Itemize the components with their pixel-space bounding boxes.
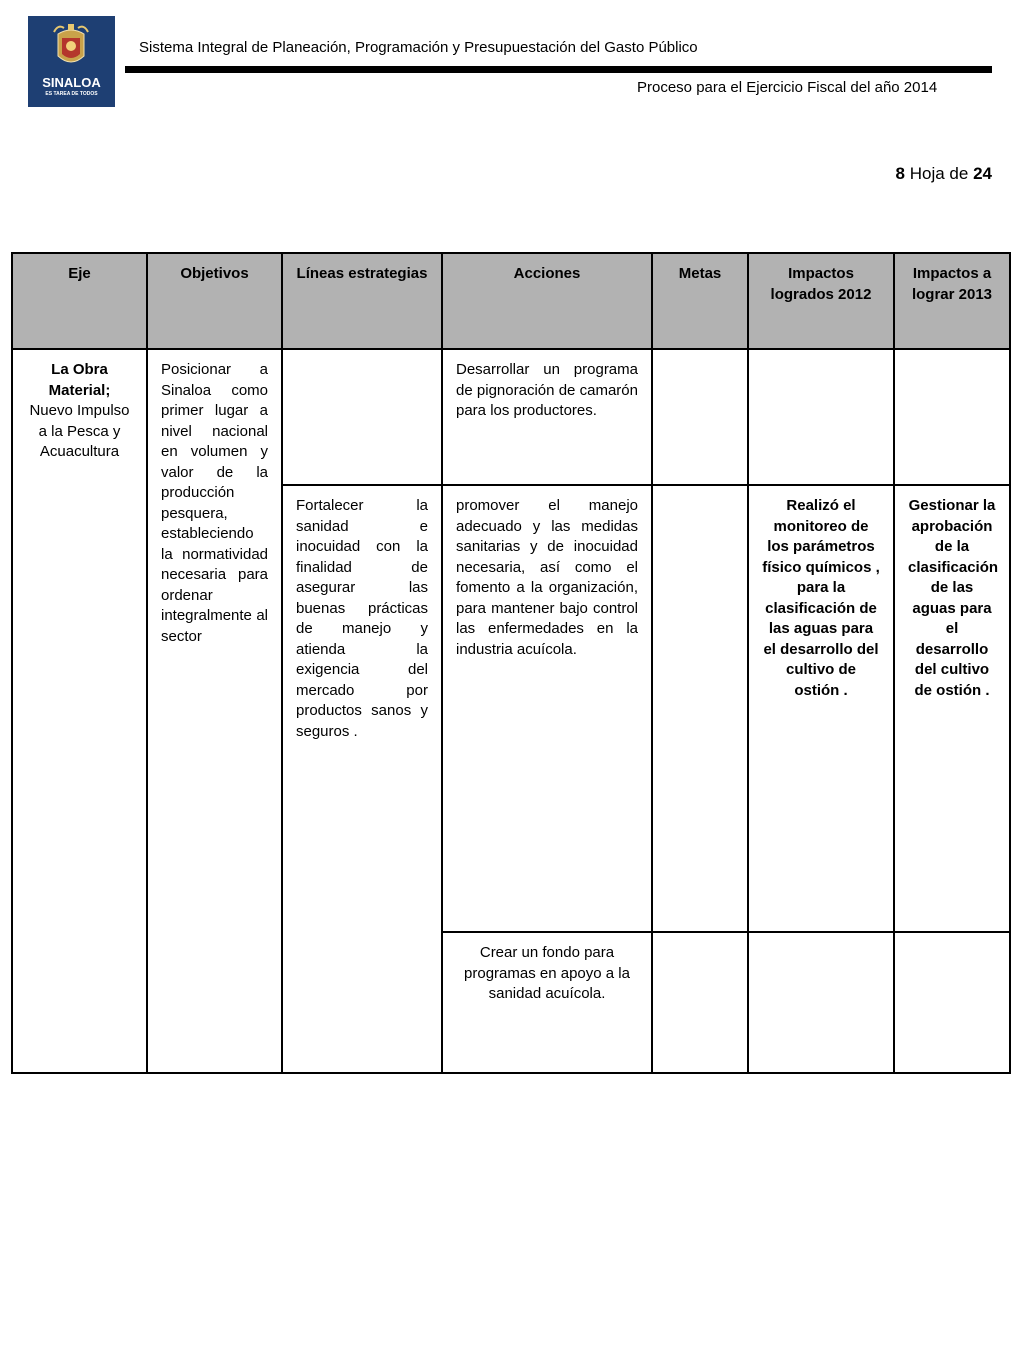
col-header-impactos-2012: Impactos logrados 2012 <box>748 253 894 349</box>
logo-tagline: ES TAREA DE TODOS <box>45 91 98 97</box>
system-title: Sistema Integral de Planeación, Programación y Presupuestación del Gasto Público <box>139 39 698 56</box>
fiscal-year-subtitle: Proceso para el Ejercicio Fiscal del año 2014 <box>637 79 938 96</box>
accion-cell: Crear un fondo para programas en apoyo a la sanidad acuícola. <box>442 932 652 1073</box>
col-header-eje: Eje <box>12 253 147 349</box>
accion-cell: promover el manejo adecuado y las medidas sanitarias y de inocuidad necesaria, así como el fomento a la organización, para mantener bajo control las enfermedades en la industria acuícola. <box>442 485 652 932</box>
eje-bold: La Obra Material; <box>48 361 111 399</box>
lograr-cell <box>894 349 1010 485</box>
page-separator: Hoja de <box>909 164 969 183</box>
col-header-objetivos: Objetivos <box>147 253 282 349</box>
eje-text: Nuevo Impulso a la Pesca y Acuacultura <box>29 402 130 460</box>
col-header-metas: Metas <box>652 253 748 349</box>
col-header-acciones: Acciones <box>442 253 652 349</box>
sinaloa-logo <box>28 16 115 107</box>
meta-cell <box>652 485 748 932</box>
page-indicator <box>896 164 992 184</box>
lograr-cell: Gestionar la aprobación de la clasificación de las aguas para el desarrollo del cultivo de ostión . <box>894 485 1010 932</box>
logo-name: SINALOA <box>42 75 101 90</box>
coat-of-arms-icon <box>28 16 115 76</box>
col-header-lineas: Líneas estrategias <box>282 253 442 349</box>
table-header-row <box>12 253 1010 349</box>
logrado-cell <box>748 932 894 1073</box>
meta-cell <box>652 349 748 485</box>
linea-cell: Fortalecer la sanidad e inocuidad con la finalidad de asegurar las buenas prácticas de manejo y atienda la exigencia del mercado por productos sanos y seguros . <box>282 485 442 1073</box>
logrado-cell: Realizó el monitoreo de los parámetros físico químicos , para la clasificación de las aguas para el desarrollo del cultivo de ostión . <box>748 485 894 932</box>
logrado-cell <box>748 349 894 485</box>
lograr-cell <box>894 932 1010 1073</box>
accion-cell: Desarrollar un programa de pignoración de camarón para los productores. <box>442 349 652 485</box>
objetivo-cell: Posicionar a Sinaloa como primer lugar a nivel nacional en volumen y valor de la producción pesquera, estableciendo la normatividad necesaria para ordenar integralmente al sector <box>147 349 282 1073</box>
col-header-impactos-2013: Impactos a lograr 2013 <box>894 253 1010 349</box>
linea-cell <box>282 349 442 485</box>
page-total: 24 <box>973 164 992 183</box>
table-row <box>12 349 1010 485</box>
header-rule <box>125 66 992 73</box>
eje-cell <box>12 349 147 1073</box>
meta-cell <box>652 932 748 1073</box>
page-current: 8 <box>895 164 905 183</box>
planning-table <box>11 252 1011 1074</box>
